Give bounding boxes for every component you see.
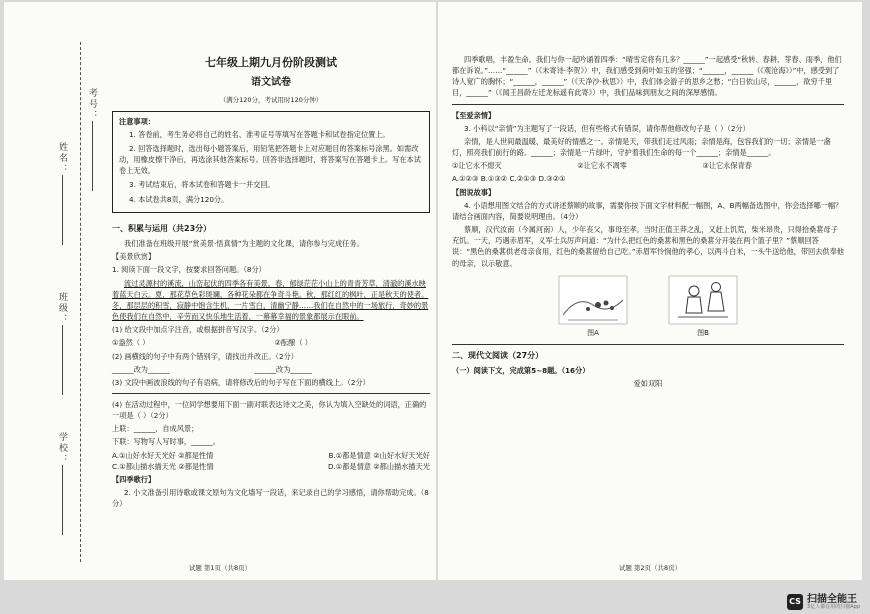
exam-number-field: 考号： (86, 88, 99, 191)
exam-meta: （满分120分，考试用时120分钟） (219, 95, 323, 104)
article-title: 爱如双阳 (633, 379, 663, 389)
question-1-1: (1) 给文段中加点字注音，或根据拼音写汉字。（2分） (112, 325, 284, 335)
question-2-text: 四季歌唱，丰盈生命。我们与你一起吟诵着四季：“晴雪定将有几多？______”一起感受“秋转、春耕、芽春、雨季，他们都在诉说。”……“______”（《未寄诗·李贺》）中，我们感受到荷叶如玉的坚强；“______，______（《观沧海》）”中，感受到了诗人宽广的胸怀；“______，______”（《天净沙·秋思》）中，我们体会游子的思乡之愁；“白日依山尽，______，欲穷千里目，______”（《闻王昌龄左迁龙标遥有此寄》）中，我们品味到朋友之间的深厚感情。 (452, 55, 842, 98)
fill-option: ②让它永不凋零 (577, 161, 627, 171)
exam-subtitle: 语文试卷 (251, 77, 291, 89)
notice-box (112, 111, 430, 213)
notice-item: 2. 回答选择题时，选出每小题答案后，用铅笔把答题卡上对应题目的答案标号涂黑。如需改动，用橡皮擦干净后，再选涂其他答案标号。回答非选择题时，将答案写在答题卡上。写在本试卷上无效。 (119, 143, 421, 176)
answer-line (112, 393, 430, 394)
page-footer: 试题 第1页（共8页） (188, 564, 252, 572)
page-1-content (112, 54, 430, 511)
answer-1-2b: ______改为______ (254, 364, 312, 374)
binding-line (80, 42, 81, 562)
question-1-4: (4) 在活动过程中，一位同学想要用下面一副对联表达诗文之美，你认为填入空缺处的词语，正确的一项是（ ）（2分） (112, 399, 427, 421)
subsection-label: 【图说故事】 (452, 187, 496, 197)
exam-page-1 (4, 2, 436, 580)
answer-1-1a: ①盎然（ ） (112, 338, 150, 348)
answer-1-2a: ______改为______ (112, 364, 170, 374)
section-heading: 一、积累与运用（共23分） (112, 223, 212, 233)
logo-tagline: 3亿人都在用的扫描App (807, 603, 860, 610)
subsection-label: 【至爱亲情】 (452, 110, 496, 120)
q3-choices: A.①②③ B.①③② C.②①③ D.③②① (452, 174, 566, 184)
subsection-heading: （一）阅读下文，完成第5~8题。（16分） (452, 365, 590, 375)
subsection-label: 【美景欣赏】 (112, 252, 156, 262)
reading-passage: 流过灵源村的溪流，山峦起伏的四季各有美景。春，郁绿茫茫小山上的青青芳草，清澈的溪水映着蓝天白云。夏，那花草色彩斑斓，各种花朵都在争奇斗艳。秋，那红红的枫叶，正是秋天的使者。冬，那层层的积雪，寂静中饱含生机，一片雪白，清幽宁静……我们在自然中的一场旅行，奇妙的景色使我们在自然中，辛劳而又快乐地生活着，一幕幕幸福的景象都展示在眼前。 (112, 278, 429, 322)
exam-title: 七年级上期九月份阶段测试 (205, 56, 337, 69)
scanner-logo (787, 594, 860, 611)
divider (452, 344, 844, 345)
answer-1-1b: ②酝酿（ ） (274, 338, 312, 348)
divider (452, 104, 844, 105)
notice-item: 1. 答卷前，考生务必将自己的姓名、准考证号等填写在答题卡和试卷指定位置上。 (129, 129, 390, 139)
notice-item: 3. 考试结束后，将本试卷和答题卡一并交回。 (129, 180, 275, 190)
notice-item: 4. 本试卷共8页，满分120分。 (129, 194, 229, 204)
fill-option: ③让它永保青春 (702, 161, 752, 171)
figure-b-illustration (668, 275, 738, 325)
fill-option: ①让它永不熄灭 (452, 161, 502, 171)
option-d: D.①都是情意 ②都山描水描天光 (327, 461, 430, 471)
section-intro: 我们准备在班级开展“赏美景·悟真情”为主题的文化课，请你参与完成任务。 (124, 239, 364, 249)
couplet-upper: 上联：______，自成风景； (112, 424, 199, 434)
cs-logo-icon: CS (787, 594, 803, 610)
question-1: 1. 阅读下面一段文字，按要求回答问题。（8分） (112, 265, 266, 275)
figure-a (558, 275, 628, 339)
page-footer: 试题 第2页（共8页） (618, 564, 682, 572)
figure-a-illustration (558, 275, 628, 325)
question-1-2: (2) 画横线的句子中有两个错别字，请找出并改正。（2分） (112, 351, 298, 361)
subsection-label: 【四季歌行】 (112, 474, 156, 484)
binding-margin (4, 2, 102, 580)
page-2-content (452, 52, 844, 391)
q3-fill-options (452, 160, 752, 171)
story-text: 蔡顺，汉代汝南（今属河南）人，少年丧父，事母至孝。当时正值王莽之乱，又赶上饥荒，柴米昂贵，只得拾桑葚母子充饥。一天，巧遇赤眉军，义军士兵厉声问道：“为什么把红色的桑葚和黑色的桑葚分开装在两个篮子里？”蔡顺回答说：“黑色的桑葚供老母亲食用，红色的桑葚留给自己吃。”赤眉军怜悯他的孝心，以两斗白米，一头牛送给他，带回去供奉他的母亲，以示敬意。 (452, 225, 844, 268)
logo-text (807, 594, 860, 611)
section-heading: 二、现代文阅读（27分） (452, 350, 544, 360)
figure-a-caption: 图A (587, 328, 599, 337)
name-field: 姓名： (56, 142, 69, 245)
question-3-text: 亲情，是人世间最温暖、最美好的情感之一。亲情是天，带我们走过风雨；亲情是海，包容我们的一切；亲情是一盏灯，照亮我们前行的路。______；亲情是一片绿叶，守护着我们生命的每一个______；亲情是______。 (452, 136, 831, 158)
option-b: B.①都是情意 ②山好水好天光好 (328, 450, 430, 460)
option-a: A.①山好水好天光好 ②都是性情 (112, 450, 214, 460)
question-1-3: (3) 文段中画波浪线的句子有语病，请将修改后的句子写在下面的横线上。（2分） (112, 377, 370, 387)
logo-name: 扫描全能王 (807, 593, 858, 605)
class-field: 班级： (56, 292, 69, 395)
question-3: 3. 小科以“亲情”为主题写了一段话，但有些格式有错误，请你帮他修改句子是（ ）（2分） (464, 123, 750, 133)
school-field: 学校： (56, 432, 69, 535)
option-c: C.①都山描水描天光 ②都是性情 (112, 461, 214, 471)
options-row (112, 461, 430, 472)
figures (452, 275, 844, 339)
figure-b (668, 275, 738, 339)
exam-page-2 (438, 2, 862, 580)
question-2: 2. 小文准备引用诗歌或课文原句为文化墙写一段话，来记录自己的学习感悟，请你帮助完成。（8分） (112, 488, 429, 509)
figure-b-caption: 图B (697, 328, 709, 337)
notice-title: 注意事项： (119, 116, 155, 126)
question-4: 4. 小语想用图文结合的方式讲述蔡顺的故事，需要你按下面文字材料配一幅图，A、B两幅备选图中，你会选择哪一幅？请结合画面内容，简要说明理由。（4分） (452, 200, 843, 221)
options-row (112, 450, 430, 461)
couplet-lower: 下联：写物写人写时事，______。 (112, 437, 220, 447)
